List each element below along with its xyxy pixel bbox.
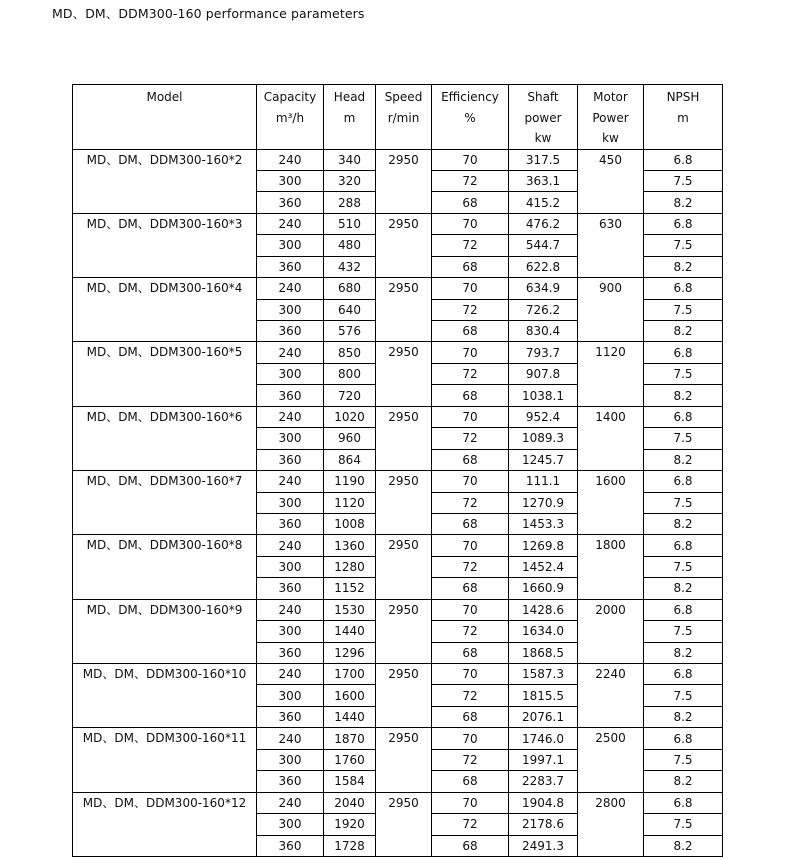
efficiency-cell: 68: [432, 513, 509, 534]
capacity-cell: 360: [257, 321, 324, 342]
header-row: [73, 85, 723, 150]
motor-power-cell: 1800: [578, 535, 644, 599]
efficiency-cell: 72: [432, 749, 509, 770]
efficiency-cell: 72: [432, 235, 509, 256]
capacity-cell: 300: [257, 556, 324, 577]
efficiency-cell: 72: [432, 492, 509, 513]
model-cell: MD、DM、DDM300-160*9: [73, 599, 257, 663]
npsh-cell: 7.5: [644, 556, 723, 577]
head-cell: 1296: [324, 642, 376, 663]
column-header-line: %: [464, 110, 476, 125]
efficiency-cell: 70: [432, 664, 509, 685]
capacity-cell: 300: [257, 299, 324, 320]
speed-cell: 2950: [376, 406, 432, 470]
column-header-line: Head: [333, 90, 366, 104]
npsh-cell: 8.2: [644, 706, 723, 727]
npsh-cell: 7.5: [644, 428, 723, 449]
shaft-power-cell: 952.4: [509, 406, 578, 427]
efficiency-cell: 72: [432, 299, 509, 320]
head-cell: 1584: [324, 771, 376, 792]
shaft-power-cell: 2076.1: [509, 706, 578, 727]
head-cell: 1440: [324, 706, 376, 727]
column-header-head: [324, 85, 376, 150]
capacity-cell: 240: [257, 149, 324, 170]
npsh-cell: 6.8: [644, 149, 723, 170]
npsh-cell: 7.5: [644, 621, 723, 642]
shaft-power-cell: 830.4: [509, 321, 578, 342]
head-cell: 510: [324, 213, 376, 234]
column-header-line: Efficiency: [441, 90, 499, 104]
npsh-cell: 6.8: [644, 664, 723, 685]
npsh-cell: 6.8: [644, 792, 723, 813]
efficiency-cell: 68: [432, 385, 509, 406]
head-cell: 1360: [324, 535, 376, 556]
npsh-cell: 8.2: [644, 578, 723, 599]
speed-cell: 2950: [376, 213, 432, 277]
capacity-cell: 240: [257, 471, 324, 492]
motor-power-cell: 1400: [578, 406, 644, 470]
efficiency-cell: 70: [432, 728, 509, 749]
shaft-power-cell: 907.8: [509, 363, 578, 384]
npsh-cell: 6.8: [644, 342, 723, 363]
table-row: [73, 471, 723, 492]
efficiency-cell: 70: [432, 599, 509, 620]
shaft-power-cell: 1904.8: [509, 792, 578, 813]
speed-cell: 2950: [376, 149, 432, 213]
capacity-cell: 240: [257, 278, 324, 299]
column-header-capacity: [257, 85, 324, 150]
head-cell: 640: [324, 299, 376, 320]
efficiency-cell: 68: [432, 706, 509, 727]
npsh-cell: 6.8: [644, 406, 723, 427]
efficiency-cell: 72: [432, 170, 509, 191]
shaft-power-cell: 1587.3: [509, 664, 578, 685]
npsh-cell: 7.5: [644, 685, 723, 706]
shaft-power-cell: 726.2: [509, 299, 578, 320]
capacity-cell: 360: [257, 835, 324, 856]
table-header: [73, 85, 723, 150]
table-row: [73, 149, 723, 170]
head-cell: 1008: [324, 513, 376, 534]
head-cell: 1152: [324, 578, 376, 599]
shaft-power-cell: 1660.9: [509, 578, 578, 599]
shaft-power-cell: 1452.4: [509, 556, 578, 577]
model-cell: MD、DM、DDM300-160*12: [73, 792, 257, 856]
model-cell: MD、DM、DDM300-160*10: [73, 664, 257, 728]
shaft-power-cell: 2491.3: [509, 835, 578, 856]
speed-cell: 2950: [376, 792, 432, 856]
shaft-power-cell: 1269.8: [509, 535, 578, 556]
capacity-cell: 300: [257, 749, 324, 770]
motor-power-cell: 2800: [578, 792, 644, 856]
efficiency-cell: 68: [432, 642, 509, 663]
shaft-power-cell: 415.2: [509, 192, 578, 213]
head-cell: 320: [324, 170, 376, 191]
speed-cell: 2950: [376, 342, 432, 406]
column-header-motor: [578, 85, 644, 150]
motor-power-cell: 2500: [578, 728, 644, 792]
column-header-line: kw: [534, 131, 552, 145]
head-cell: 800: [324, 363, 376, 384]
efficiency-cell: 70: [432, 535, 509, 556]
capacity-cell: 360: [257, 706, 324, 727]
head-cell: 340: [324, 149, 376, 170]
npsh-cell: 6.8: [644, 599, 723, 620]
efficiency-cell: 68: [432, 192, 509, 213]
motor-power-cell: 630: [578, 213, 644, 277]
head-cell: 720: [324, 385, 376, 406]
head-cell: 1530: [324, 599, 376, 620]
model-cell: MD、DM、DDM300-160*7: [73, 471, 257, 535]
head-cell: 2040: [324, 792, 376, 813]
shaft-power-cell: 1245.7: [509, 449, 578, 470]
head-cell: 1760: [324, 749, 376, 770]
model-cell: MD、DM、DDM300-160*4: [73, 278, 257, 342]
capacity-cell: 240: [257, 406, 324, 427]
npsh-cell: 8.2: [644, 256, 723, 277]
capacity-cell: 360: [257, 771, 324, 792]
motor-power-cell: 1120: [578, 342, 644, 406]
head-cell: 1120: [324, 492, 376, 513]
shaft-power-cell: 1453.3: [509, 513, 578, 534]
speed-cell: 2950: [376, 664, 432, 728]
column-header-line: m: [343, 110, 356, 125]
efficiency-cell: 70: [432, 342, 509, 363]
shaft-power-cell: 317.5: [509, 149, 578, 170]
table-row: [73, 535, 723, 556]
column-header-shaft: [509, 85, 578, 150]
efficiency-cell: 70: [432, 213, 509, 234]
model-cell: MD、DM、DDM300-160*11: [73, 728, 257, 792]
npsh-cell: 6.8: [644, 471, 723, 492]
head-cell: 850: [324, 342, 376, 363]
capacity-cell: 300: [257, 621, 324, 642]
capacity-cell: 360: [257, 513, 324, 534]
npsh-cell: 6.8: [644, 213, 723, 234]
column-header-model: [73, 85, 257, 150]
efficiency-cell: 68: [432, 321, 509, 342]
speed-cell: 2950: [376, 728, 432, 792]
column-header-efficiency: [432, 85, 509, 150]
page-title: MD、DM、DDM300-160 performance parameters: [52, 6, 365, 21]
column-header-speed: [376, 85, 432, 150]
speed-cell: 2950: [376, 471, 432, 535]
head-cell: 288: [324, 192, 376, 213]
column-header-line: Power: [592, 110, 629, 125]
npsh-cell: 8.2: [644, 513, 723, 534]
npsh-cell: 7.5: [644, 492, 723, 513]
npsh-cell: 7.5: [644, 299, 723, 320]
column-header-line: kw: [602, 131, 619, 145]
shaft-power-cell: 544.7: [509, 235, 578, 256]
npsh-cell: 6.8: [644, 535, 723, 556]
shaft-power-cell: 1997.1: [509, 749, 578, 770]
efficiency-cell: 68: [432, 835, 509, 856]
capacity-cell: 240: [257, 342, 324, 363]
efficiency-cell: 70: [432, 278, 509, 299]
column-header-line: Capacity: [263, 90, 317, 104]
shaft-power-cell: 793.7: [509, 342, 578, 363]
shaft-power-cell: 2178.6: [509, 814, 578, 835]
npsh-cell: 7.5: [644, 814, 723, 835]
capacity-cell: 300: [257, 235, 324, 256]
shaft-power-cell: 634.9: [509, 278, 578, 299]
table-row: [73, 728, 723, 749]
head-cell: 432: [324, 256, 376, 277]
capacity-cell: 240: [257, 792, 324, 813]
efficiency-cell: 68: [432, 449, 509, 470]
npsh-cell: 8.2: [644, 192, 723, 213]
head-cell: 680: [324, 278, 376, 299]
efficiency-cell: 72: [432, 428, 509, 449]
efficiency-cell: 70: [432, 406, 509, 427]
shaft-power-cell: 1089.3: [509, 428, 578, 449]
head-cell: 1870: [324, 728, 376, 749]
speed-cell: 2950: [376, 278, 432, 342]
head-cell: 480: [324, 235, 376, 256]
efficiency-cell: 68: [432, 578, 509, 599]
npsh-cell: 8.2: [644, 835, 723, 856]
model-cell: MD、DM、DDM300-160*8: [73, 535, 257, 599]
efficiency-cell: 70: [432, 792, 509, 813]
shaft-power-cell: 1634.0: [509, 621, 578, 642]
shaft-power-cell: 1746.0: [509, 728, 578, 749]
capacity-cell: 360: [257, 449, 324, 470]
column-header-line: Speed: [384, 90, 423, 104]
head-cell: 1280: [324, 556, 376, 577]
shaft-power-cell: 476.2: [509, 213, 578, 234]
shaft-power-cell: 363.1: [509, 170, 578, 191]
motor-power-cell: 2000: [578, 599, 644, 663]
table-body: [73, 149, 723, 856]
shaft-power-cell: 1428.6: [509, 599, 578, 620]
model-cell: MD、DM、DDM300-160*6: [73, 406, 257, 470]
capacity-cell: 240: [257, 535, 324, 556]
efficiency-cell: 72: [432, 556, 509, 577]
capacity-cell: 300: [257, 492, 324, 513]
head-cell: 1020: [324, 406, 376, 427]
capacity-cell: 300: [257, 685, 324, 706]
table-row: [73, 792, 723, 813]
efficiency-cell: 72: [432, 685, 509, 706]
efficiency-cell: 70: [432, 149, 509, 170]
model-cell: MD、DM、DDM300-160*5: [73, 342, 257, 406]
motor-power-cell: 450: [578, 149, 644, 213]
shaft-power-cell: 1270.9: [509, 492, 578, 513]
motor-power-cell: 2240: [578, 664, 644, 728]
shaft-power-cell: 1038.1: [509, 385, 578, 406]
motor-power-cell: 1600: [578, 471, 644, 535]
performance-table: [72, 84, 723, 857]
efficiency-cell: 72: [432, 621, 509, 642]
shaft-power-cell: 111.1: [509, 471, 578, 492]
head-cell: 1440: [324, 621, 376, 642]
head-cell: 1190: [324, 471, 376, 492]
capacity-cell: 300: [257, 363, 324, 384]
column-header-line: NPSH: [666, 90, 700, 104]
npsh-cell: 7.5: [644, 749, 723, 770]
column-header-line: r/min: [387, 110, 420, 125]
column-header-line: Shaft: [527, 90, 559, 104]
efficiency-cell: 68: [432, 771, 509, 792]
head-cell: 576: [324, 321, 376, 342]
efficiency-cell: 70: [432, 471, 509, 492]
head-cell: 1728: [324, 835, 376, 856]
head-cell: 864: [324, 449, 376, 470]
table-row: [73, 599, 723, 620]
table-row: [73, 213, 723, 234]
motor-power-cell: 900: [578, 278, 644, 342]
model-cell: MD、DM、DDM300-160*3: [73, 213, 257, 277]
shaft-power-cell: 1868.5: [509, 642, 578, 663]
capacity-cell: 360: [257, 385, 324, 406]
speed-cell: 2950: [376, 599, 432, 663]
capacity-cell: 300: [257, 170, 324, 191]
npsh-cell: 8.2: [644, 449, 723, 470]
capacity-cell: 360: [257, 578, 324, 599]
head-cell: 960: [324, 428, 376, 449]
column-header-line: Motor: [593, 90, 628, 104]
capacity-cell: 240: [257, 664, 324, 685]
npsh-cell: 6.8: [644, 728, 723, 749]
column-header-line: m³/h: [275, 110, 305, 125]
capacity-cell: 240: [257, 728, 324, 749]
table-row: [73, 278, 723, 299]
capacity-cell: 360: [257, 192, 324, 213]
capacity-cell: 240: [257, 599, 324, 620]
npsh-cell: 7.5: [644, 235, 723, 256]
shaft-power-cell: 2283.7: [509, 771, 578, 792]
npsh-cell: 8.2: [644, 771, 723, 792]
efficiency-cell: 68: [432, 256, 509, 277]
npsh-cell: 7.5: [644, 363, 723, 384]
capacity-cell: 360: [257, 256, 324, 277]
npsh-cell: 7.5: [644, 170, 723, 191]
shaft-power-cell: 1815.5: [509, 685, 578, 706]
shaft-power-cell: 622.8: [509, 256, 578, 277]
column-header-npsh: [644, 85, 723, 150]
head-cell: 1920: [324, 814, 376, 835]
head-cell: 1700: [324, 664, 376, 685]
model-cell: MD、DM、DDM300-160*2: [73, 149, 257, 213]
capacity-cell: 240: [257, 213, 324, 234]
efficiency-cell: 72: [432, 363, 509, 384]
capacity-cell: 300: [257, 428, 324, 449]
table-row: [73, 664, 723, 685]
column-header-line: Model: [146, 90, 183, 104]
column-header-line: power: [524, 110, 562, 125]
efficiency-cell: 72: [432, 814, 509, 835]
npsh-cell: 6.8: [644, 278, 723, 299]
npsh-cell: 8.2: [644, 642, 723, 663]
table-row: [73, 406, 723, 427]
npsh-cell: 8.2: [644, 385, 723, 406]
head-cell: 1600: [324, 685, 376, 706]
column-header-line: m: [677, 110, 689, 125]
speed-cell: 2950: [376, 535, 432, 599]
capacity-cell: 300: [257, 814, 324, 835]
capacity-cell: 360: [257, 642, 324, 663]
table-row: [73, 342, 723, 363]
npsh-cell: 8.2: [644, 321, 723, 342]
